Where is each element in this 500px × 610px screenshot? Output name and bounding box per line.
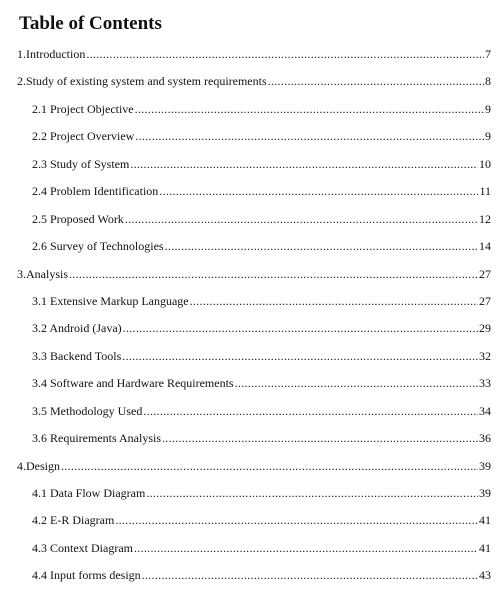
dot-leader xyxy=(162,430,478,446)
toc-entry-context-diagram[interactable] xyxy=(0,540,500,567)
dot-leader xyxy=(86,46,484,62)
toc-entry-label: 2.3 Study of System xyxy=(32,156,130,171)
dot-leader xyxy=(135,101,484,117)
toc-entry-page: 33 xyxy=(479,376,491,391)
dot-leader xyxy=(268,73,484,89)
toc-entry-analysis[interactable] xyxy=(0,266,500,293)
toc-entry-page: 7 xyxy=(485,47,491,61)
toc-entry-problem-identification[interactable] xyxy=(0,183,500,210)
toc-entry-label: 2.1 Project Objective xyxy=(32,101,134,116)
dot-leader xyxy=(69,266,478,282)
toc-entry-page: 10 xyxy=(479,156,491,171)
toc-entry-page: 29 xyxy=(479,321,491,336)
toc-list xyxy=(0,46,500,595)
toc-entry-page: 41 xyxy=(479,540,491,555)
toc-entry-page: 11 xyxy=(479,184,491,199)
dot-leader xyxy=(123,320,478,336)
toc-entry-label: 4.Design xyxy=(17,458,60,473)
toc-entry-page: 39 xyxy=(479,458,491,473)
dot-leader xyxy=(142,567,478,583)
dot-leader xyxy=(125,211,478,227)
toc-entry-page: 32 xyxy=(479,348,491,363)
toc-entry-requirements-analysis[interactable] xyxy=(0,430,500,457)
toc-entry-label: 2.Study of existing system and system requirements xyxy=(17,74,267,89)
toc-entry-label: 3.1 Extensive Markup Language xyxy=(32,293,189,308)
dot-leader xyxy=(61,458,478,474)
toc-entry-label: 2.6 Survey of Technologies xyxy=(32,239,164,254)
toc-entry-study-of-existing-system[interactable] xyxy=(0,73,500,100)
toc-entry-label: 3.6 Requirements Analysis xyxy=(32,431,161,446)
toc-entry-study-of-system[interactable] xyxy=(0,156,500,183)
toc-entry-label: 2.5 Proposed Work xyxy=(32,211,124,226)
dot-leader xyxy=(130,156,478,172)
toc-entry-page: 27 xyxy=(479,293,491,308)
dot-leader xyxy=(122,348,478,364)
toc-entry-label: 3.5 Methodology Used xyxy=(32,403,143,418)
toc-entry-label: 3.3 Backend Tools xyxy=(32,348,122,363)
toc-entry-page: 9 xyxy=(485,129,491,144)
toc-entry-label: 3.Analysis xyxy=(17,266,68,281)
toc-entry-project-overview[interactable] xyxy=(0,128,500,155)
toc-entry-label: 3.4 Software and Hardware Requirements xyxy=(32,376,234,391)
toc-entry-page: 14 xyxy=(479,239,491,254)
toc-entry-project-objective[interactable] xyxy=(0,101,500,128)
toc-entry-page: 43 xyxy=(479,568,491,583)
toc-entry-label: 4.4 Input forms design xyxy=(32,568,141,583)
toc-entry-page: 41 xyxy=(479,513,491,528)
toc-entry-software-hardware-requirements[interactable] xyxy=(0,375,500,402)
dot-leader xyxy=(146,485,478,501)
toc-entry-page: 9 xyxy=(485,101,491,116)
toc-entry-label: 3.2 Android (Java) xyxy=(32,321,122,336)
toc-entry-page: 39 xyxy=(479,486,491,500)
toc-entry-er-diagram[interactable] xyxy=(0,512,500,539)
toc-entry-methodology-used[interactable] xyxy=(0,403,500,430)
dot-leader xyxy=(134,540,478,556)
toc-entry-data-flow-diagram[interactable] xyxy=(0,485,500,512)
toc-entry-label: 1.Introduction xyxy=(17,47,86,61)
toc-entry-label: 2.2 Project Overview xyxy=(32,129,135,144)
toc-entry-introduction[interactable] xyxy=(0,46,500,73)
toc-entry-label: 4.2 E-R Diagram xyxy=(32,513,115,528)
toc-title: Table of Contents xyxy=(19,13,162,34)
toc-entry-survey-of-technologies[interactable] xyxy=(0,238,500,265)
toc-entry-extensive-markup-language[interactable] xyxy=(0,293,500,320)
toc-entry-label: 4.1 Data Flow Diagram xyxy=(32,486,146,500)
dot-leader xyxy=(135,128,484,144)
toc-entry-page: 34 xyxy=(479,403,491,418)
toc-entry-backend-tools[interactable] xyxy=(0,348,500,375)
toc-entry-label: 4.3 Context Diagram xyxy=(32,540,133,555)
toc-entry-page: 27 xyxy=(479,266,491,281)
dot-leader xyxy=(165,238,478,254)
toc-entry-page: 36 xyxy=(479,431,491,446)
toc-entry-input-forms-design[interactable] xyxy=(0,567,500,594)
toc-entry-design[interactable] xyxy=(0,458,500,485)
toc-entry-label: 2.4 Problem Identification xyxy=(32,184,159,199)
toc-entry-android-java[interactable] xyxy=(0,320,500,347)
toc-entry-proposed-work[interactable] xyxy=(0,211,500,238)
dot-leader xyxy=(235,375,478,391)
toc-entry-page: 12 xyxy=(479,211,491,226)
dot-leader xyxy=(115,512,478,528)
toc-entry-page: 8 xyxy=(485,74,491,89)
dot-leader xyxy=(143,403,478,419)
dot-leader xyxy=(190,293,478,309)
dot-leader xyxy=(159,183,478,199)
